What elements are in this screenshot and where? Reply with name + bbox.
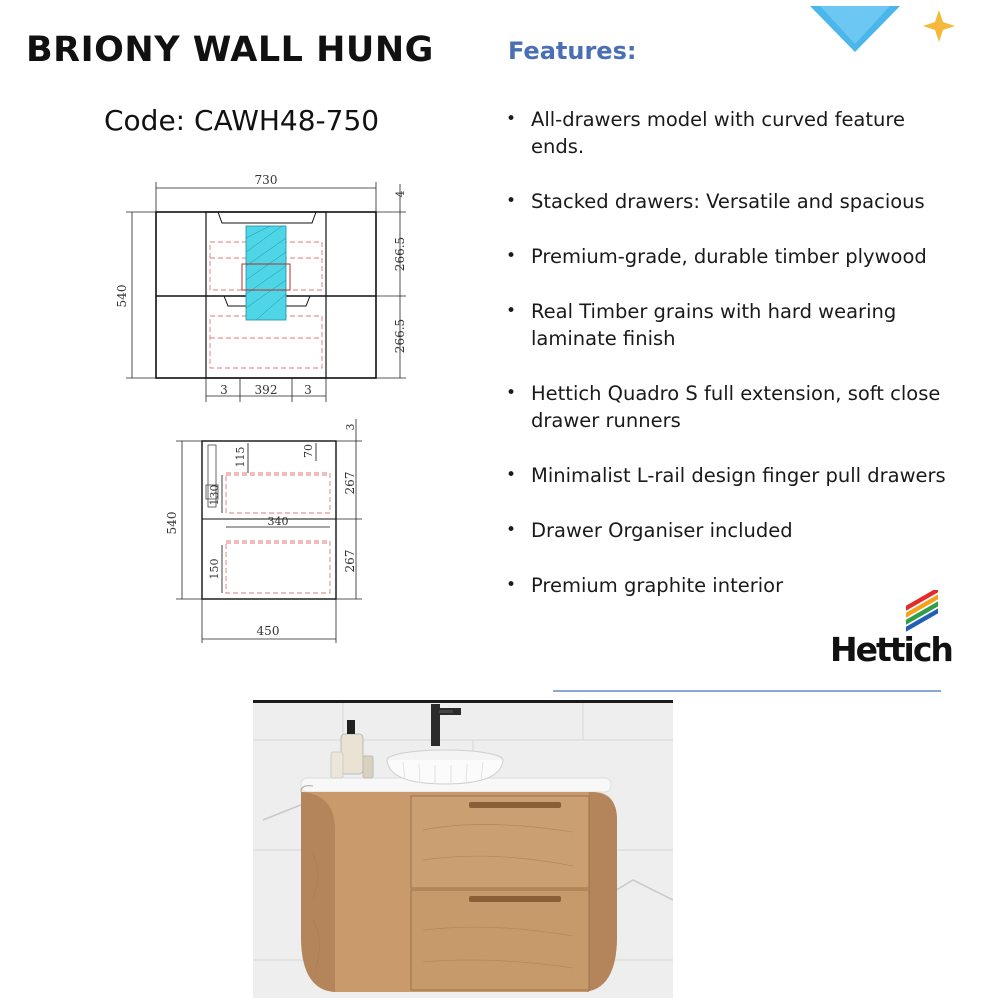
dim-bottom-middle: 392 [254, 383, 278, 397]
dim-150: 150 [208, 558, 221, 580]
feature-item: • Minimalist L-rail design finger pull drawers [506, 464, 946, 487]
feature-item: • Stacked drawers: Versatile and spacious [506, 190, 925, 213]
dim-115: 115 [234, 446, 247, 468]
side-section-drawing [160, 415, 370, 645]
dim-bottom-left: 3 [220, 383, 228, 397]
dim-bottom-right: 3 [304, 383, 312, 397]
dim-70: 70 [302, 444, 315, 458]
feature-item: • Premium-grade, durable timber plywood [506, 245, 927, 268]
dim-340: 340 [267, 515, 289, 528]
dim-side-top-gap: 3 [344, 423, 357, 431]
dim-side-depth: 450 [256, 624, 280, 638]
product-code: Code: CAWH48-750 [104, 104, 380, 137]
dim-side-height: 540 [165, 511, 179, 535]
dim-130: 130 [208, 484, 221, 506]
features-heading: Features: [508, 37, 637, 65]
front-elevation-drawing [110, 168, 420, 408]
feature-item: • All-drawers model with curved feature ends. [506, 108, 905, 158]
hettich-logo [826, 590, 956, 680]
diamond-sparkle-decoration [808, 4, 968, 58]
feature-item: • Hettich Quadro S full extension, soft close drawer runners [506, 382, 941, 432]
section-divider [553, 690, 941, 692]
feature-item: • Premium graphite interior [506, 574, 784, 597]
dim-side-drawer-lower: 267 [343, 549, 357, 573]
dim-drawer-upper: 266.5 [393, 236, 407, 272]
product-title: BRIONY WALL HUNG [26, 30, 434, 70]
dim-drawer-lower: 266.5 [393, 318, 407, 354]
dim-width: 730 [254, 173, 278, 187]
features-list [506, 106, 946, 599]
dim-height: 540 [115, 284, 129, 308]
feature-item: • Drawer Organiser included [506, 519, 793, 542]
dim-side-drawer-upper: 267 [343, 471, 357, 495]
dim-top-gap: 4 [394, 190, 407, 198]
vanity-product-photo [253, 700, 673, 998]
hettich-wordmark: Hettich [830, 630, 952, 669]
feature-item: • Real Timber grains with hard wearing laminate finish [506, 300, 897, 350]
